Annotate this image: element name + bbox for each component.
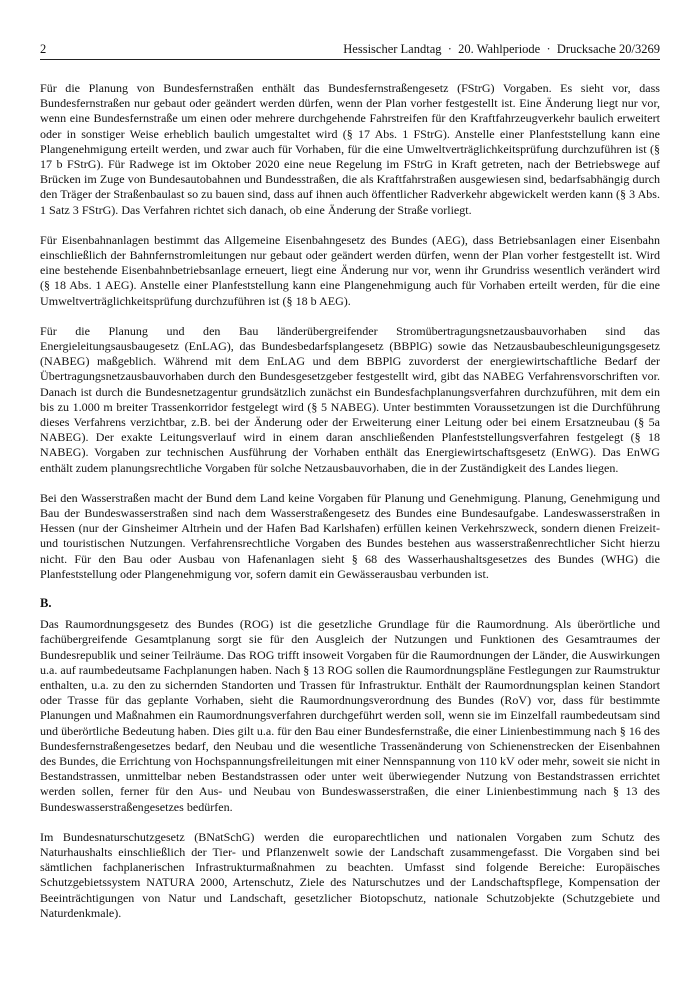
paragraph-aeg: Für Eisenbahnanlagen bestimmt das Allgemeine Eisenbahngesetz des Bundes (AEG), dass Betriebsanlagen einer Eisenbahn einschließlich der Bahnfernstromleitungen nur gebaut oder geändert werden dürfen, wenn der Plan vorher festgestellt ist. Wird eine bestehende Eisenbahnbetriebsanlage erneuert, liegt eine Änderung nur vor, wenn ihr Grundriss wesentlich verändert wird (§ 18 Abs. 1 AEG). Anstelle einer Planfeststellung kann eine Plangenehmigung auch für Vorhaben erteilt werden, für die eine Umweltverträglichkeitsprüfung durchzuführen ist (§ 18 b AEG). xyxy=(40,232,660,308)
page-number: 2 xyxy=(40,42,47,56)
paragraph-bnatschg: Im Bundesnaturschutzgesetz (BNatSchG) werden die europarechtlichen und nationalen Vorgaben zum Schutz des Naturhaushalts einschließlich der Tier- und Pflanzenwelt sowie der Landschaft zusammengefasst. Die Vorgaben sind bei sämtlichen fachplanerischen Infrastrukturmaßnahmen zu beachten. Umfasst sind folgende Bereiche: Europäisches Schutzgebietssystem NATURA 2000, Artenschutz, Ziele des Naturschutzes und der Landschaftspflege, Kompensation der Beeinträchtigungen von Natur und Landschaft, gesetzlicher Biotopschutz, nationale Schutzobjekte (Schutzgebiete und Naturdenkmale). xyxy=(40,829,660,920)
paragraph-wasserstrassen: Bei den Wasserstraßen macht der Bund dem Land keine Vorgaben für Planung und Genehmigung. Planung, Genehmigung und Bau der Bundeswasserstraßen sind nach dem Wasserstraßengesetz des Bundes eine Bundesaufgabe. Landeswasserstraßen in Hessen (nur der Ginsheimer Altrhein und der Hafen Bad Karlshafen) erfüllen keinen Verkehrszweck, sondern dienen Freizeit- und touristischen Nutzungen. Verfahrensrechtliche Vorgaben des Bundes bestehen aus wasserstraßenrechtlicher Sicht hierzu nicht. Für den Bau oder Ausbau von Hafenanlagen sieht § 68 des Wasserhaushaltsgesetzes des Bundes (WHG) die Planfeststellung oder Plangenehmigung vor, sofern damit ein Gewässerausbau verbunden ist. xyxy=(40,490,660,581)
running-head: Hessischer Landtag · 20. Wahlperiode · Drucksache 20/3269 xyxy=(343,42,660,56)
section-heading-b: B. xyxy=(40,596,52,611)
document-body xyxy=(40,81,660,936)
page-header xyxy=(40,40,660,58)
paragraph-netzausbau: Für die Planung und den Bau länderübergreifender Stromübertragungsnetzausbauvorhaben sind das Energieleitungsausbaugesetz (EnLAG), das Bundesbedarfsplangesetz (BBPlG) sowie das Netzausbaubeschleunigungsgesetz (NABEG) maßgeblich. Während mit dem EnLAG und dem BBPlG zuvorderst der energiewirtschaftliche Bedarf der Übertragungsnetzausbauvorhaben durch den Bundesgesetzgeber festgestellt wird, gibt das NABEG Verfahrensvorschriften vor. Danach ist durch die Bundesnetzagentur grundsätzlich zunächst ein Bundesfachplanungsverfahren durchzuführen, mit dem ein bis zu 1.000 m breiter Trassenkorridor festgelegt wird (§ 5 NABEG). Unter bestimmten Voraussetzungen ist die Durchführung dieses Verfahrens verzichtbar, z.B. bei der Änderung oder der Erweiterung einer Leitung oder bei einem Ersatzneubau (§ 5a NABEG). Der exakte Leitungsverlauf wird in einem daran anschließenden Planfeststellungsverfahren festgelegt (§ 18 NABEG). Vorgaben zur technischen Ausführung der Vorhaben enthält das Energiewirtschaftsgesetz (EnWG). Das EnWG enthält zudem planungsrechtliche Vorgaben für solche Netzausbauvorhaben, die in der Zuständigkeit des Landes liegen. xyxy=(40,323,660,475)
paragraph-rog: Das Raumordnungsgesetz des Bundes (ROG) ist die gesetzliche Grundlage für die Raumordnung. Als überörtliche und fachübergreifende Gesamtplanung sorgt sie für den Ausgleich der Nutzungen und Funktionen des Gesamtraumes der Bundesrepublik und seiner Teilräume. Das ROG trifft insoweit Vorgaben für die Raumordnungen der Länder, die Auswirkungen u.a. auf raumbedeutsame Fachplanungen haben. Nach § 13 ROG sollen die Raumordnungspläne Festlegungen zur Raumstruktur enthalten, u.a. zu den zu sichernden Standorten und Trassen für Infrastruktur. Enthält der Raumordnungsplan keinen Standort oder Trasse für das geplante Vorhaben, sieht die Raumordnungsverordnung des Bundes (RoV) vor, dass für bestimmte Planungen und Maßnahmen ein Raumordnungsverfahren durchgeführt werden soll, wenn sie im Einzelfall raumbedeutsam sind und überörtliche Bedeutung haben. Dies gilt u.a. für den Bau einer Bundesfernstraße, die einer Linienbestimmung nach § 16 des Bundesfernstraßengesetzes bedarf, den Neubau und die wesentliche Trassenänderung von Schienenstrecken der Eisenbahnen des Bundes, die Errichtung von Hochspannungsfreileitungen mit einer Nennspannung von 110 kV oder mehr, soweit sie nicht in Bestandstrassen, unmittelbar neben Bestandstrassen oder unter weit überwiegender Nutzung von Bestandstrassen errichtet werden sollen, ferner für den Aus- und Neubau von Bundeswasserstraßen, die einer Linienbestimmung nach § 13 des Bundeswasserstraßengesetzes bedürfen. xyxy=(40,617,660,814)
paragraph-fstrg: Für die Planung von Bundesfernstraßen enthält das Bundesfernstraßengesetz (FStrG) Vorgaben. Es sieht vor, dass Bundesfernstraßen nur gebaut oder geändert werden dürfen, wenn der Plan vorher festgestellt ist. Eine Änderung liegt nur vor, wenn eine Bundesfernstraße um einen oder mehrere durchgehende Fahrstreifen für den Kraftfahrzeugverkehr baulich erweitert oder in sonstiger Weise erheblich baulich umgestaltet wird (§ 17 Abs. 1 FStrG). Anstelle einer Planfeststellung kann eine Plangenehmigung erteilt werden, und zwar auch für Vorhaben, für die eine Umweltverträglichkeitsprüfung durchzuführen ist (§ 17 b FStrG). Für Radwege ist im Oktober 2020 eine neue Regelung im FStrG in Kraft getreten, nach der Betriebswege auf Brücken im Zuge von Bundesautobahnen und Bundesstraßen, die als Kraftfahrstraßen ausgewiesen sind, bedarfsabhängig durch den Träger der Straßenbaulast so zu bauen sind, dass auf ihnen auch öffentlicher Radverkehr abgewickelt werden kann (§ 3 Abs. 1 Satz 3 FStrG). Das Verfahren richtet sich danach, ob eine Änderung der Straße vorliegt. xyxy=(40,81,660,217)
header-rule xyxy=(40,59,660,60)
